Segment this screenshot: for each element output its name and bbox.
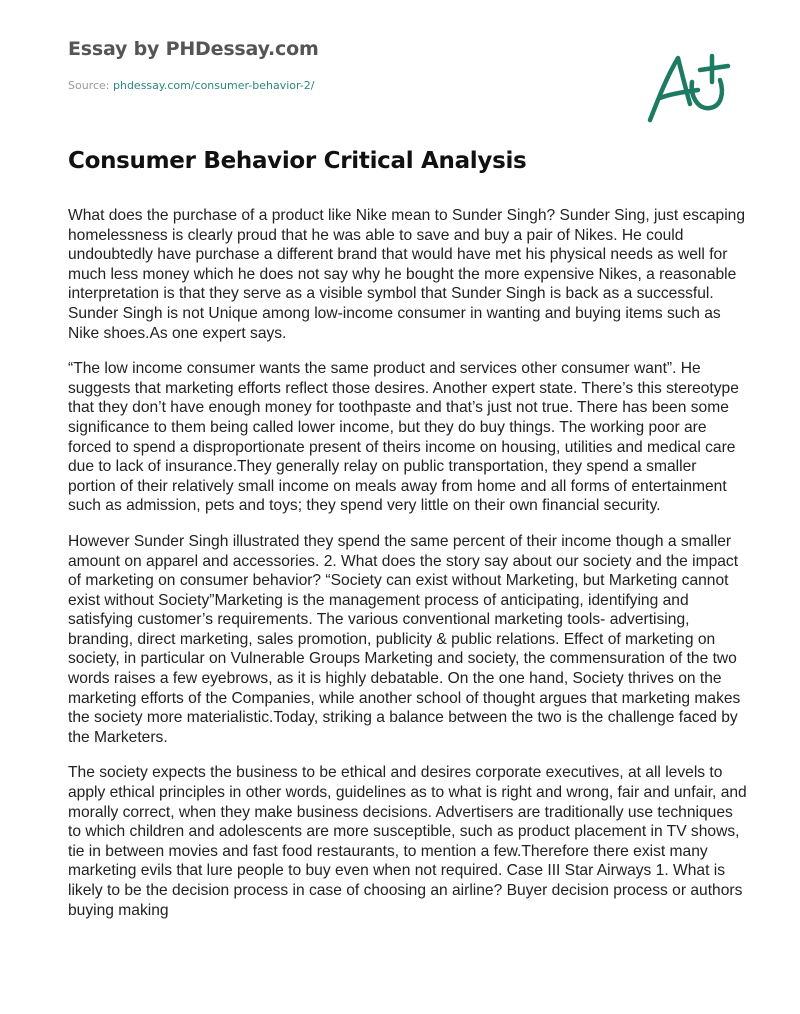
essay-paragraph: What does the purchase of a product like Nike mean to Sunder Singh? Sunder Sing, just escaping homelessness is clearly proud that he was able to save and buy a pair of Nikes. He could undoubtedly have purchase a different brand that would have met his physical needs as well for much less money which he does not say why he bought the more expensive Nikes, a reasonable interpretation is that they serve as a visible symbol that Sunder Singh is back as a successful. Sunder Singh is not Unique among low-income consumer in wanting and buying items such as Nike shoes.As one expert says. bbox=[68, 207, 746, 342]
essay-body bbox=[68, 206, 748, 1014]
source-label: Source: bbox=[68, 79, 113, 92]
source-line bbox=[68, 79, 315, 92]
page-title: Consumer Behavior Critical Analysis bbox=[68, 148, 527, 174]
essay-paragraph: “The low income consumer wants the same product and services other consumer want”. He suggests that marketing efforts reflect those desires. Another expert state. There’s this stereotype that they don’t have enough money for toothpaste and that’s just not true. There has been some significance to them being called lower income, but they do buy things. The working poor are forced to spend a disproportionate present of theirs income on housing, utilities and medical care due to lack of insurance.They generally relay on public transportation, they spend a smaller portion of their relatively small income on meals away from home and all forms of entertainment such as admission, pets and toys; they spend very little on their own financial security. bbox=[68, 360, 739, 515]
essay-paragraph: However Sunder Singh illustrated they spend the same percent of their income though a smaller amount on apparel and accessories. 2. What does the story say about our society and the impact of marketing on consumer behavior? “Society can exist without Marketing, but Marketing cannot exist without Society”Marketing is the management process of anticipating, identifying and satisfying customer’s requirements. The various conventional marketing tools- advertising, branding, direct marketing, sales promotion, publicity & public relations. Effect of marketing on society, in particular on Vulnerable Groups Marketing and society, the commensuration of the two words raises a few eyebrows, as it is highly debatable. On the one hand, Society thrives on the marketing efforts of the Companies, while another school of thought argues that marketing makes the society more materialistic.Today, striking a balance between the two is the challenge faced by the Marketers. bbox=[68, 532, 741, 746]
a-plus-logo-icon bbox=[640, 48, 740, 132]
source-link[interactable]: phdessay.com/consumer-behavior-2/ bbox=[112, 79, 315, 92]
content-fade-overlay bbox=[68, 980, 748, 1014]
essay-paragraph: The society expects the business to be ethical and desires corporate executives, at all levels to apply ethical principles in other words, guidelines as to what is right and wrong, fair and unfair, and morally correct, when they make business decisions. Advertisers are traditionally use techniques to which children and adolescents are more susceptible, such as product placement in TV shows, tie in between movies and fast food restaurants, to mention a few.Therefore there exist many marketing evils that lure people to buy even when not required. Case III Star Airways 1. What is likely to be the decision process in case of choosing an airline? Buyer decision process or authors buying making bbox=[68, 764, 747, 919]
site-brand[interactable]: Essay by PHDessay.com bbox=[68, 38, 319, 60]
